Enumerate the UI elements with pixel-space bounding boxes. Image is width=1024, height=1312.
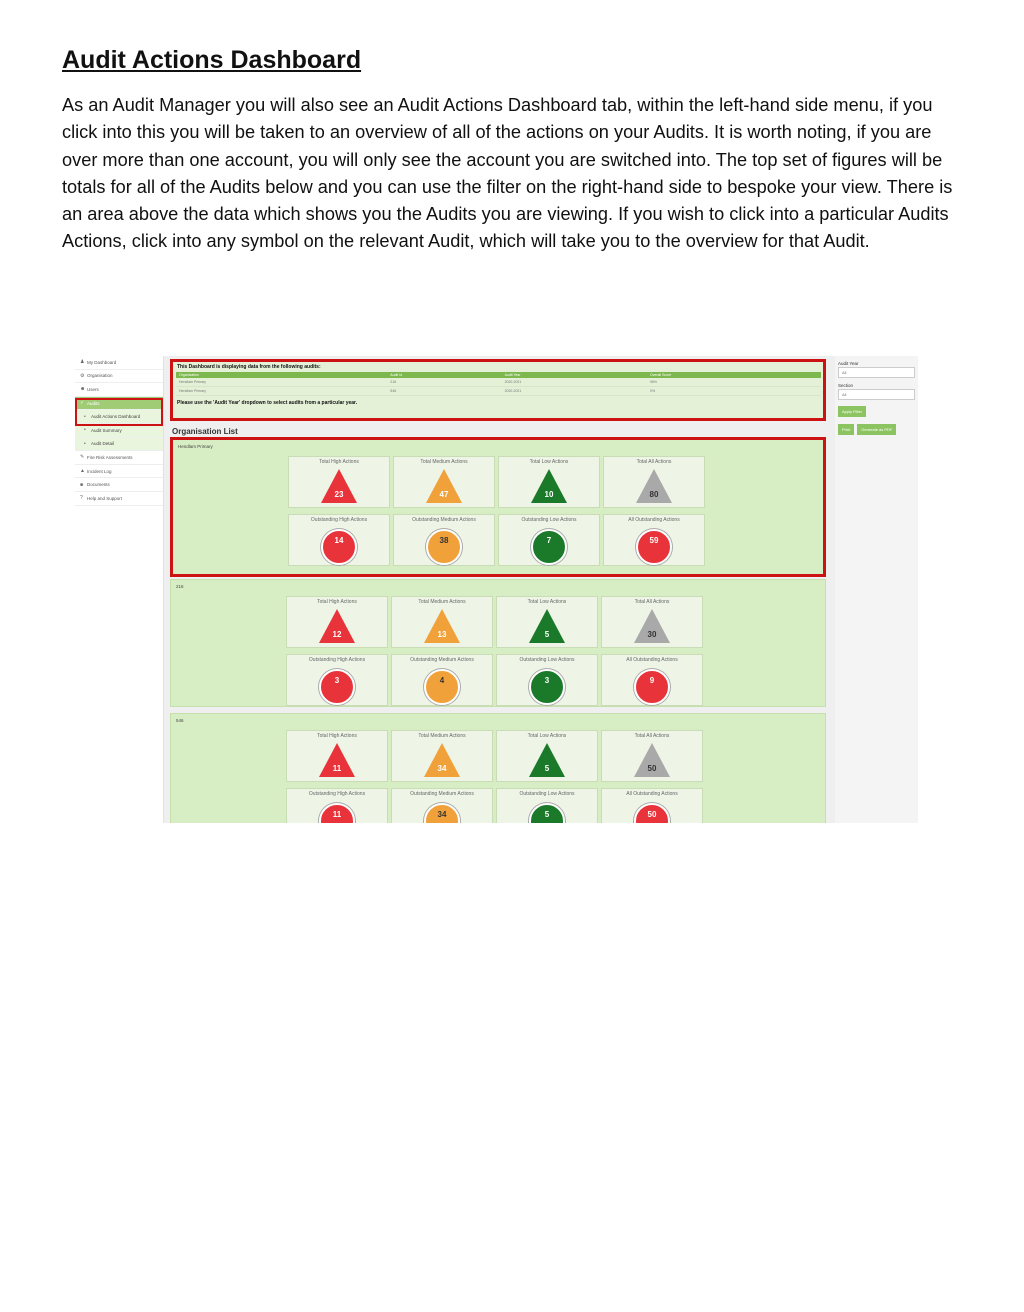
- card-label: Outstanding Medium Actions: [412, 517, 476, 523]
- users-icon: ☻: [80, 386, 86, 393]
- card-label: Total Low Actions: [527, 733, 567, 739]
- outstanding-count: 50: [647, 810, 657, 819]
- sidebar-item-label: Documents: [87, 482, 110, 488]
- gear-icon: ⚙: [80, 372, 85, 379]
- outstanding-card[interactable]: [496, 788, 598, 823]
- column-header: Overall Score: [647, 372, 821, 378]
- sidebar-item-label: Audits: [87, 400, 100, 406]
- filter-panel: [835, 356, 918, 823]
- audit-year-label: Audit Year: [838, 361, 859, 366]
- action-count: 10: [544, 490, 554, 499]
- table-cell: Hendlam Primary: [176, 387, 387, 396]
- bullet-icon: •: [84, 440, 86, 447]
- intro-paragraph: As an Audit Manager you will also see an Audit Actions Dashboard tab, within the left-hand side menu, if you click into this you will be taken to an overview of all of the actions on your Audits. It is worth noting, if you are over more than one account, you will only see the account you are switched into. The top set of figures will be totals for all of the Audits below and you can use the filter on the right-hand side to bespoke your view. There is an area above the data which shows you the Audits you are viewing. If you wish to click into a particular Audits Actions, click into any symbol on the relevant Audit, which will take you to the overview for that Audit.: [62, 95, 953, 252]
- action-count: 50: [647, 764, 657, 773]
- card-label: All Outstanding Actions: [626, 791, 678, 797]
- outstanding-card[interactable]: [496, 654, 598, 706]
- action-count: 5: [544, 764, 550, 773]
- card-label: Outstanding High Actions: [310, 517, 368, 523]
- action-card[interactable]: [496, 596, 598, 648]
- sidebar-item-audit-detail[interactable]: [75, 438, 163, 452]
- circle-icon[interactable]: [634, 669, 670, 705]
- action-card[interactable]: [603, 456, 705, 508]
- card-label: Outstanding High Actions: [308, 791, 366, 797]
- action-count: 5: [544, 630, 550, 639]
- card-label: Total High Actions: [317, 599, 357, 605]
- audit-table: [176, 372, 821, 396]
- sidebar-item-label: Organisation: [87, 373, 113, 379]
- sidebar-item-label: My Dashboard: [87, 359, 117, 365]
- help-icon: ?: [80, 495, 83, 502]
- card-label: Outstanding Medium Actions: [410, 791, 474, 797]
- outstanding-card[interactable]: [393, 514, 495, 566]
- organisation-panel: [170, 579, 826, 707]
- info-footer: Please use the 'Audit Year' dropdown to select audits from a particular year.: [177, 400, 358, 406]
- organisation-panel: [170, 713, 826, 823]
- table-cell: 0%: [647, 387, 821, 396]
- table-row[interactable]: [176, 378, 821, 387]
- audit-year-select[interactable]: All: [838, 367, 915, 378]
- table-cell: 546: [387, 387, 501, 396]
- outstanding-card[interactable]: [603, 514, 705, 566]
- card-label: Total Medium Actions: [420, 459, 468, 465]
- apply-filter-button[interactable]: Apply Filter: [838, 406, 866, 417]
- outstanding-count: 7: [546, 536, 552, 545]
- action-count: 12: [332, 630, 342, 639]
- sidebar-item-incident-log[interactable]: [75, 465, 163, 479]
- outstanding-count: 59: [649, 536, 659, 545]
- action-cards: [286, 730, 706, 823]
- circle-icon[interactable]: [319, 669, 355, 705]
- card-label: Total All Actions: [634, 599, 670, 605]
- outstanding-card[interactable]: [286, 654, 388, 706]
- action-card[interactable]: [288, 456, 390, 508]
- card-label: Outstanding Low Actions: [521, 517, 577, 523]
- action-card[interactable]: [496, 730, 598, 782]
- check-icon: ✓: [80, 400, 85, 407]
- sidebar-item-help[interactable]: [75, 492, 163, 506]
- table-row[interactable]: [176, 387, 821, 396]
- column-header: Organisation: [176, 372, 387, 378]
- action-card[interactable]: [498, 456, 600, 508]
- table-cell: 2020-2021: [502, 387, 647, 396]
- outstanding-card[interactable]: [286, 788, 388, 823]
- section-select[interactable]: All: [838, 389, 915, 400]
- action-count: 23: [334, 490, 344, 499]
- sidebar-item-users[interactable]: [75, 383, 163, 397]
- card-label: Outstanding Low Actions: [519, 791, 575, 797]
- circle-icon[interactable]: [424, 669, 460, 705]
- circle-icon[interactable]: [529, 669, 565, 705]
- action-card[interactable]: [391, 596, 493, 648]
- outstanding-count: 11: [332, 810, 342, 819]
- table-cell: Hendlam Primary: [176, 378, 387, 387]
- sidebar-item-label: Audit Actions Dashboard: [91, 414, 141, 420]
- outstanding-count: 3: [334, 676, 340, 685]
- action-count: 30: [647, 630, 657, 639]
- outstanding-card[interactable]: [601, 788, 703, 823]
- outstanding-count: 38: [439, 536, 449, 545]
- bullet-icon: •: [84, 427, 86, 434]
- dashboard-screenshot: [75, 356, 918, 823]
- outstanding-count: 5: [544, 810, 550, 819]
- action-count: 47: [439, 490, 449, 499]
- outstanding-count: 9: [649, 676, 655, 685]
- sidebar-item-label: Fire Risk Assessments: [87, 454, 133, 460]
- column-header: Audit Id: [387, 372, 501, 378]
- circle-icon[interactable]: [426, 529, 462, 565]
- card-label: Total Medium Actions: [418, 733, 466, 739]
- table-cell: 2020-2021: [502, 378, 647, 387]
- card-label: All Outstanding Actions: [626, 657, 678, 663]
- action-card[interactable]: [391, 730, 493, 782]
- circle-icon[interactable]: [321, 529, 357, 565]
- outstanding-count: 14: [334, 536, 344, 545]
- outstanding-card[interactable]: [391, 788, 493, 823]
- outstanding-card[interactable]: [391, 654, 493, 706]
- card-label: Outstanding High Actions: [308, 657, 366, 663]
- card-label: Total High Actions: [317, 733, 357, 739]
- generate-pdf-button[interactable]: Generate as PDF: [857, 424, 896, 435]
- user-icon: ♟: [80, 359, 85, 366]
- action-count: 34: [437, 764, 447, 773]
- action-card[interactable]: [286, 730, 388, 782]
- highlight-box: [75, 398, 163, 426]
- column-header: Audit Year: [502, 372, 647, 378]
- sidebar-item-label: Users: [87, 386, 99, 392]
- sidebar-item-label: Audit Summary: [91, 427, 122, 433]
- sidebar-item-my-dashboard[interactable]: [75, 356, 163, 370]
- card-label: Outstanding Medium Actions: [410, 657, 474, 663]
- action-count: 13: [437, 630, 447, 639]
- action-cards: [288, 456, 708, 566]
- outstanding-card[interactable]: [498, 514, 600, 566]
- organisation-name: Hendlam Primary: [178, 444, 213, 449]
- bullet-icon: •: [84, 413, 86, 420]
- info-heading: This Dashboard is displaying data from the following audits:: [177, 364, 321, 370]
- main-content: [170, 356, 832, 823]
- fire-icon: ✎: [80, 454, 85, 461]
- action-card[interactable]: [286, 596, 388, 648]
- table-cell: 216: [387, 378, 501, 387]
- circle-icon[interactable]: [636, 529, 672, 565]
- action-card[interactable]: [601, 730, 703, 782]
- card-label: Total Low Actions: [529, 459, 569, 465]
- print-button[interactable]: Print: [838, 424, 854, 435]
- sidebar-item-label: Audit Detail: [91, 441, 115, 447]
- action-card[interactable]: [601, 596, 703, 648]
- organisation-name: 216: [176, 584, 184, 589]
- card-label: Total High Actions: [319, 459, 359, 465]
- action-count: 80: [649, 490, 659, 499]
- page-title: Audit Actions Dashboard: [62, 46, 362, 74]
- outstanding-count: 34: [437, 810, 447, 819]
- sidebar-item-label: Incident Log: [87, 468, 112, 474]
- action-card[interactable]: [393, 456, 495, 508]
- outstanding-card[interactable]: [601, 654, 703, 706]
- folder-icon: ■: [80, 481, 84, 488]
- audit-info-panel: [170, 359, 826, 421]
- sidebar: [75, 356, 164, 823]
- sidebar-item-label: Help and Support: [87, 495, 123, 501]
- sidebar-item-fire-risk[interactable]: [75, 451, 163, 465]
- outstanding-count: 4: [439, 676, 445, 685]
- card-label: Total Medium Actions: [418, 599, 466, 605]
- card-label: All Outstanding Actions: [628, 517, 680, 523]
- action-cards: [286, 596, 706, 706]
- outstanding-card[interactable]: [288, 514, 390, 566]
- sidebar-item-organisation[interactable]: [75, 370, 163, 384]
- section-label: Section: [838, 383, 854, 388]
- outstanding-count: 3: [544, 676, 550, 685]
- card-label: Total Low Actions: [527, 599, 567, 605]
- card-label: Total All Actions: [636, 459, 672, 465]
- sidebar-item-audit-summary[interactable]: [75, 424, 163, 438]
- organisation-name: 546: [176, 718, 184, 723]
- table-cell: 96%: [647, 378, 821, 387]
- circle-icon[interactable]: [531, 529, 567, 565]
- card-label: Total All Actions: [634, 733, 670, 739]
- sidebar-item-documents[interactable]: [75, 478, 163, 492]
- warning-icon: ▲: [80, 468, 85, 475]
- card-label: Outstanding Low Actions: [519, 657, 575, 663]
- organisation-list-title: Organisation List: [172, 427, 238, 436]
- organisation-panel: [170, 437, 826, 577]
- action-count: 11: [332, 764, 342, 773]
